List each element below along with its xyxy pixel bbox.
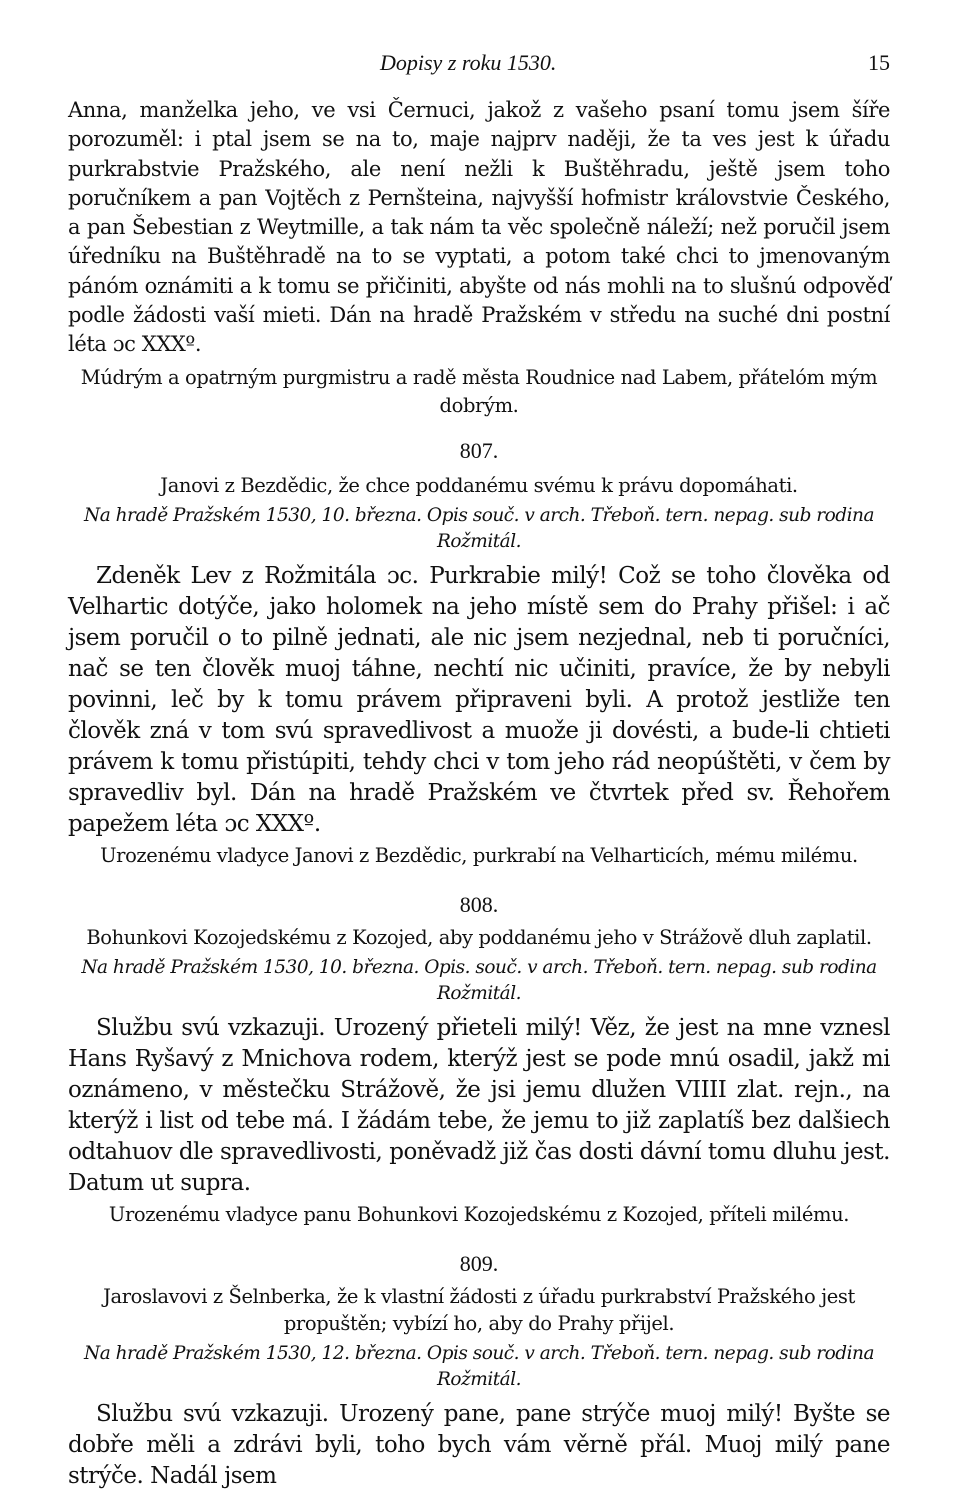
letter-809: [68, 1249, 890, 1492]
letter-source: Na hradě Pražském 1530, 10. března. Opis souč. v arch. Třeboň. tern. nepag. sub rodina Rožmitál.: [84, 504, 874, 552]
page-content: [68, 96, 890, 1492]
letter-summary: Jaroslavovi z Šelnberka, že k vlastní žádosti z úřadu purkrabství Pražského jest propuštěn; vybízí ho, aby do Prahy přijel.: [103, 1284, 855, 1335]
running-title: Dopisy z roku 1530.: [380, 50, 557, 75]
letter-807: [68, 436, 890, 870]
letter-body: Zdeněk Lev z Rožmitála ɔc. Purkrabie milý! Což se toho člověka od Velhartic dotýče, jako holomek na jeho místě sem do Prahy přišel: i ač jsem poručil o to pilně jednati, ale nic jsem nezjednal, neb ti poručníci, nač se ten člověk muoj táhne, nechtí nic učiniti, pravíce, že by nebyli povinni, leč by k tomu právem připraveni byli. A protož jestliže ten člověk zná v tom svú spravedlivost a muože ji dovésti, a bude-li chtieti právem k tomu přistúpiti, tehdy chci v tom jeho rád neopúštěti, v čem by spravedliv byl. Dán na hradě Pražském ve čtvrtek před sv. Řehořem papežem léta ɔc XXXº.: [68, 562, 890, 837]
continued-letter-address: Múdrým a opatrným purgmistru a radě města Roudnice nad Labem, přátelóm mým dobrým.: [80, 365, 878, 417]
letter-address: Urozenému vladyce panu Bohunkovi Kozojedskému z Kozojed, příteli milému.: [108, 1202, 850, 1226]
page-number: 15: [868, 50, 890, 75]
letter-number: 807.: [459, 437, 499, 463]
continued-letter-text: Anna, manželka jeho, ve vsi Černuci, jakož z vašeho psaní tomu jsem šíře porozuměl: i ptal jsem se na to, maje najprv naději, že ta ves jest k úřadu purkrabstvie Pražského, ale není nežli k Buštěhradu, ještě jsem toho poručníkem a pan Vojtěch z Pernšteina, najvyšší hofmistr královstvie Českého, a pan Šebestian z Weytmille, a tak nám ta věc společně náleží; než poručil jsem úředníku na Buštěhradě na to se vyptati, a potom také chci to jmenovaným pánóm oznámiti a k tomu se přičiniti, abyšte od nás mohli na to slušnú odpověď podle žádosti vaší mieti. Dán na hradě Pražském v středu na suché dni postní léta ɔc XXXº.: [68, 98, 890, 357]
letter-body: Službu svú vzkazuji. Urozený pane, pane strýče muoj milý! Byšte se dobře měli a zdrávi byli, toho bych vám věrně přál. Muoj milý pane strýče. Nadál jsem: [68, 1400, 890, 1489]
letter-number: 809.: [459, 1250, 499, 1276]
letter-808: [68, 890, 890, 1229]
letter-summary: Bohunkovi Kozojedskému z Kozojed, aby poddanému jeho v Strážově dluh zaplatil.: [86, 925, 872, 949]
running-head: [0, 48, 960, 80]
letter-body: Službu svú vzkazuji. Urozený přieteli milý! Věz, že jest na mne vznesl Hans Ryšavý z Mnichova rodem, kterýž jest se pode mnú osadil, jakž mi oznámeno, v městečku Strážově, že jsi jemu dlužen VIIII zlat. rejn., na kterýž i list od tebe má. I žádám tebe, že jemu to již zaplatíš bez dalšiech odtahuov dle spravedlivosti, poněvadž již čas dosti dávní tomu dluhu jest. Datum ut supra.: [68, 1014, 890, 1196]
letter-source: Na hradě Pražském 1530, 12. března. Opis souč. v arch. Třeboň. tern. nepag. sub rodina Rožmitál.: [84, 1342, 874, 1390]
letter-address: Urozenému vladyce Janovi z Bezdědic, purkrabí na Velharticích, mému milému.: [100, 843, 858, 867]
letter-summary: Janovi z Bezdědic, že chce poddanému svému k právu dopomáhati.: [160, 473, 798, 497]
letter-source: Na hradě Pražském 1530, 10. března. Opis. souč. v arch. Třeboň. tern. nepag. sub rodina Rožmitál.: [81, 956, 877, 1004]
letter-number: 808.: [459, 891, 499, 917]
